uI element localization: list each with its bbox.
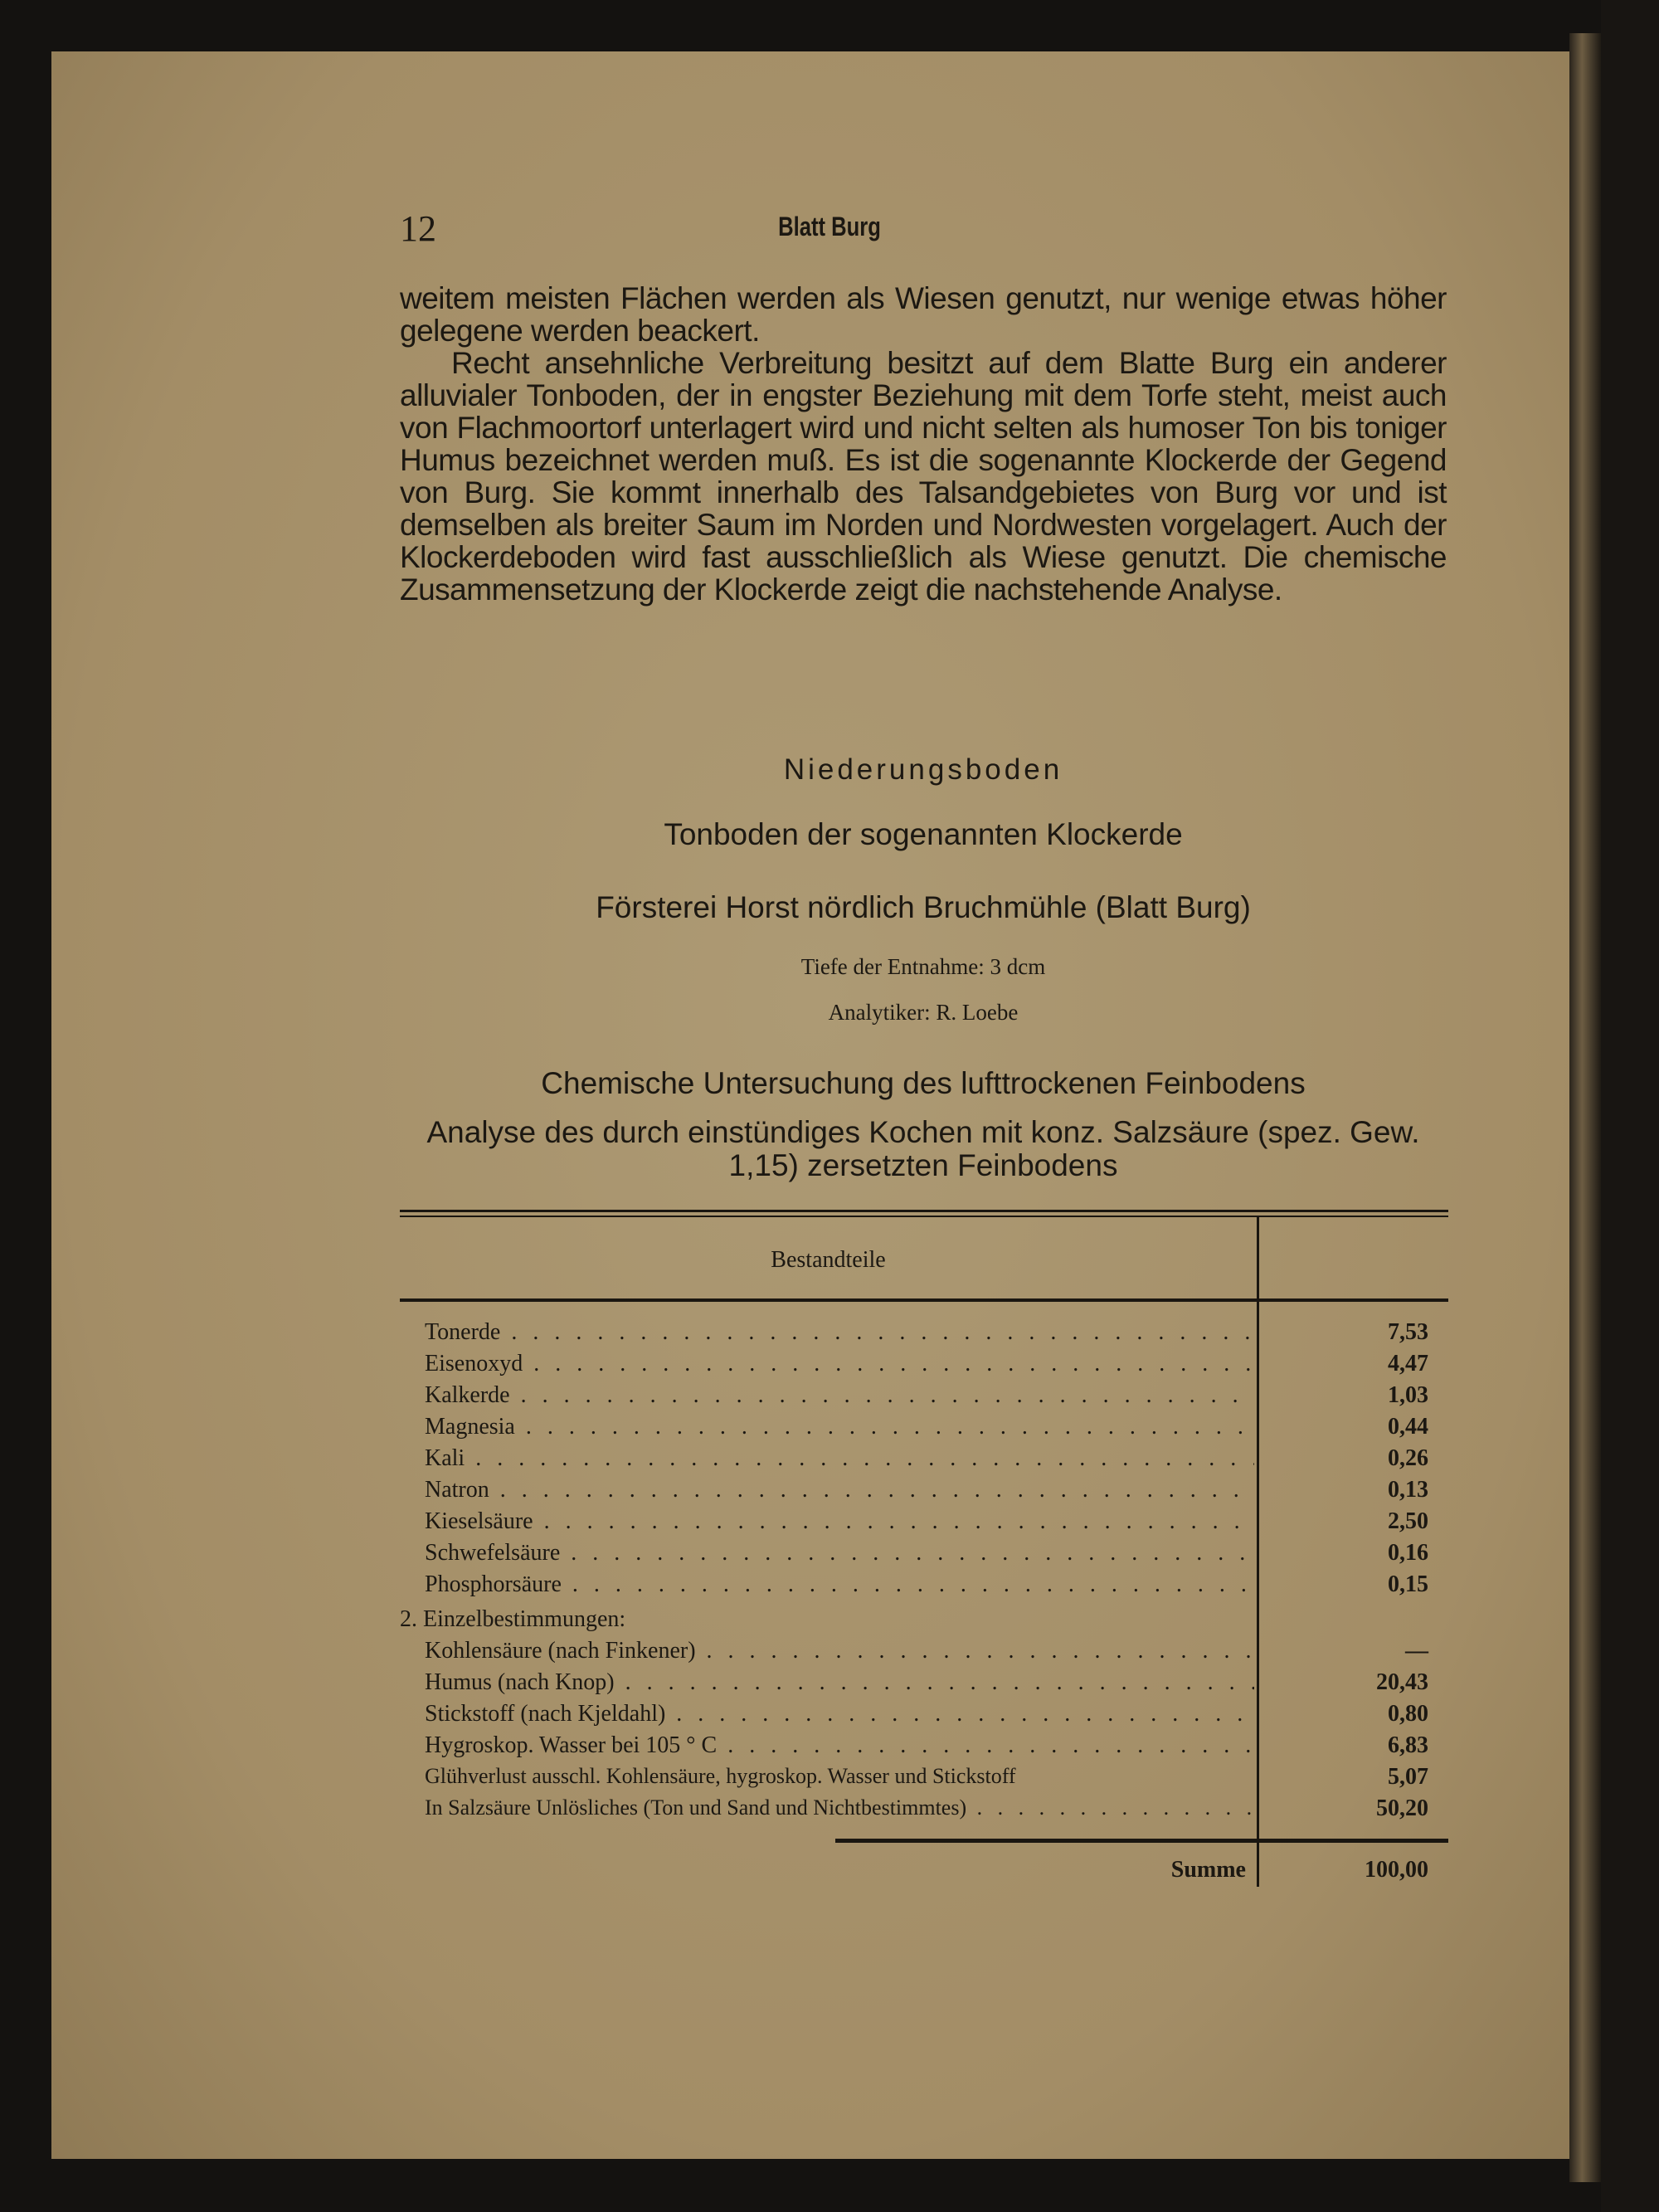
table-row: [425, 1669, 1619, 1701]
row-value: 0,80: [1388, 1701, 1428, 1727]
table-row: [425, 1445, 1619, 1477]
row-value: 6,83: [1388, 1732, 1428, 1758]
row-label: Stickstoff (nach Kjeldahl) . . .: [425, 1701, 1254, 1727]
paragraph: Recht ansehnliche Verbreitung besitzt auf dem Blatte Burg ein anderer alluvialer Tonboden, der in engster Beziehung mit dem Torfe steht, meist auch von Flachmoortorf unterlagert wird und nicht selten als humoser Ton bis toniger Humus bezeichnet werden muß. Es ist die sogenannte Klockerde der Gegend von Burg. Sie kommt innerhalb des Talsandgebietes von Burg vor und ist demselben als breiter Saum im Norden und Nordwesten vorgelagert. Auch der Klockerdeboden wird fast ausschließlich als Wiese genutzt. Die chemische Zusammensetzung der Klockerde zeigt die nachstehende Analyse.: [400, 346, 1447, 607]
page-number: 12: [400, 208, 436, 249]
row-label: Kieselsäure . . .: [425, 1508, 1254, 1535]
row-label: Tonerde . . .: [425, 1319, 1254, 1346]
body-text: [400, 282, 1447, 606]
row-label: Hygroskop. Wasser bei 105 ° C . . .: [425, 1732, 1254, 1759]
soil-type: Tonboden der sogenannten Klockerde: [664, 817, 1183, 851]
table-row: [425, 1319, 1619, 1351]
row-label: Kohlensäure (nach Finkener) . . .: [425, 1638, 1254, 1664]
table-row: [425, 1732, 1619, 1764]
row-value: 0,15: [1388, 1571, 1428, 1597]
row-label: Eisenoxyd . . .: [425, 1351, 1254, 1377]
paragraph: weitem meisten Flächen werden als Wiesen genutzt, nur wenige etwas höher gelegene werden beackert.: [400, 281, 1447, 348]
analysis-title: Chemische Untersuchung des lufttrockenen Feinbodens: [541, 1066, 1306, 1100]
table-row: [425, 1638, 1619, 1669]
row-label: Magnesia . . .: [425, 1414, 1254, 1440]
table-row: [425, 1508, 1619, 1540]
row-label: Kali . . .: [425, 1445, 1254, 1472]
row-label: Phosphorsäure . . .: [425, 1571, 1254, 1598]
row-label: Humus (nach Knop) . . .: [425, 1669, 1254, 1696]
table-row: [425, 1382, 1619, 1414]
row-value: 7,53: [1388, 1319, 1428, 1345]
section-label: 2. Einzelbestimmungen:: [400, 1606, 626, 1632]
row-value: 4,47: [1388, 1351, 1428, 1376]
sample-depth: Tiefe der Entnahme: 3 dcm: [800, 954, 1046, 979]
row-value: 0,26: [1388, 1445, 1428, 1471]
row-label: In Salzsäure Unlösliches (Ton und Sand und Nichtbestimmtes) . . .: [425, 1795, 1254, 1820]
sum-value: 100,00: [1365, 1857, 1428, 1883]
section-heading: Niederungsboden: [783, 753, 1063, 786]
table-row: [425, 1764, 1619, 1795]
table-top-rule: [400, 1210, 1448, 1212]
row-value: 1,03: [1388, 1382, 1428, 1408]
page-edge: [1569, 33, 1601, 2182]
row-value: 0,13: [1388, 1477, 1428, 1503]
row-label: Schwefelsäure . . .: [425, 1540, 1254, 1566]
row-label: Glühverlust ausschl. Kohlensäure, hygroskop. Wasser und Stickstoff: [425, 1764, 1016, 1788]
sum-rule: [835, 1839, 1448, 1843]
table-row: [425, 1540, 1619, 1571]
table-row: [425, 1414, 1619, 1445]
row-label: Kalkerde . . .: [425, 1382, 1254, 1409]
row-value: —: [1405, 1638, 1428, 1664]
table-row: [425, 1351, 1619, 1382]
column-divider: [1257, 1850, 1259, 1887]
table-top-rule: [400, 1216, 1448, 1217]
row-value: 50,20: [1376, 1795, 1428, 1821]
table-row: [425, 1701, 1619, 1732]
row-value: 20,43: [1376, 1669, 1428, 1695]
row-value: 0,44: [1388, 1414, 1428, 1440]
table-row: [425, 1795, 1619, 1827]
running-title: Blatt Burg: [778, 212, 881, 241]
header-rule: [400, 1298, 1448, 1302]
scan-background: [1601, 0, 1659, 2212]
row-value: 0,16: [1388, 1540, 1428, 1566]
analysis-subtitle: Analyse des durch einstündiges Kochen mit konz. Salzsäure (spez. Gew. 1,15) zersetzten Feinbodens: [426, 1115, 1420, 1182]
row-value: 5,07: [1388, 1764, 1428, 1790]
table-row: [425, 1477, 1619, 1508]
table-row: [425, 1571, 1619, 1603]
sample-location: Försterei Horst nördlich Bruchmühle (Blatt Burg): [596, 890, 1251, 924]
column-divider: [1257, 1217, 1259, 1300]
row-label: Natron . . .: [425, 1477, 1254, 1503]
row-value: 2,50: [1388, 1508, 1428, 1534]
column-header: Bestandteile: [771, 1247, 886, 1273]
sum-label: Summe: [1170, 1857, 1246, 1883]
analyst: Analytiker: R. Loebe: [828, 1000, 1019, 1025]
